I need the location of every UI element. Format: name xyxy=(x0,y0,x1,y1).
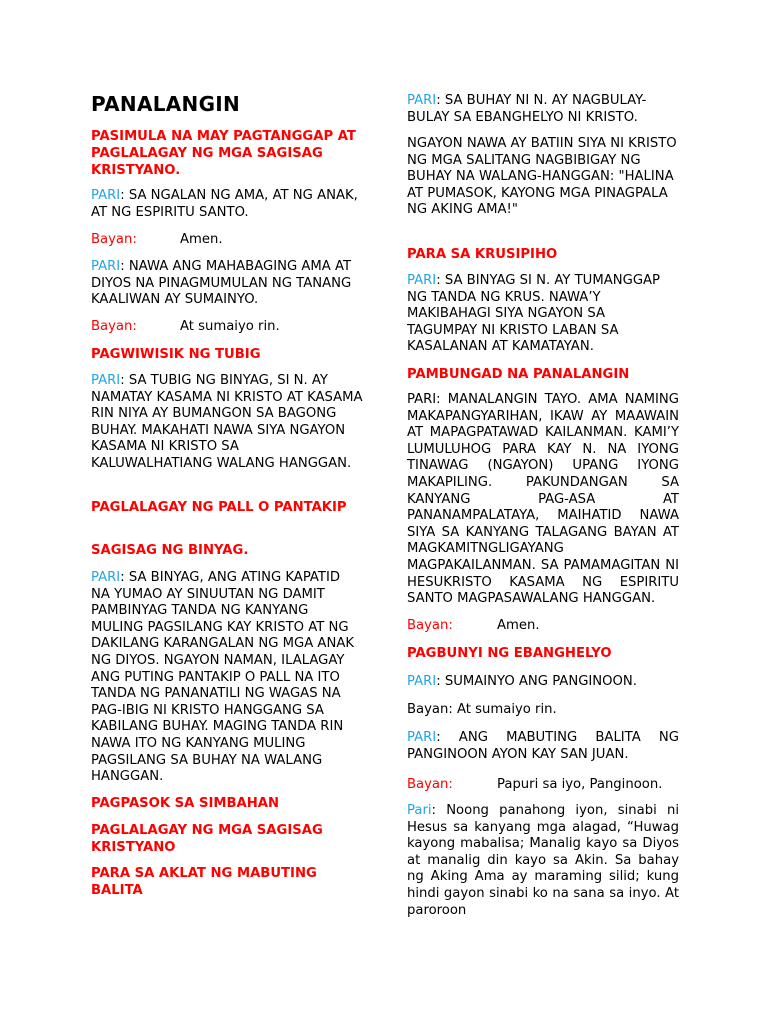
section-heading-sagisag: SAGISAG NG BINYAG. xyxy=(91,543,249,558)
speaker-pari: PARI xyxy=(407,730,437,745)
line-text: : SA TUBIG NG BINYAG, SI N. AY NAMATAY KASAMA NI KRISTO AT KASAMA RIN NIYA AY BUMANGON SA BAGONG BUHAY. MAKAHATI NAWA SIYA NGAYON KASAMA NI KRISTO SA KALUWALHATIANG WALANG HANGGAN. xyxy=(91,373,363,471)
paragraph-pambungad: PARI: MANALANGIN TAYO. AMA NAMING MAKAPANGYARIHAN, IKAW AY MAAWAIN AT MAPAGPATAWAD KAILANMAN. KAMI’Y LUMULUHOG PARA KAY N. NA IYONG TINAWAG (NGAYON) UPANG IYONG MAKAPILING. PAKUNDANGAN SA KANYANG PAG-ASA AT PANANAMPALATAYA, MAIHATID NAWA SIYA SA KANYANG TALAGANG BAYAN AT MAGKAMITNGLIGAYANG MAGPAKAILANMAN. SA PAMAMAGITAN NI HESUKRISTO KASAMA NG ESPIRITU SANTO MAGPASAWALANG HANGGAN. xyxy=(407,392,679,607)
pari-line-1 xyxy=(91,188,363,221)
speaker-bayan: Bayan: xyxy=(407,618,453,633)
speaker-pari: PARI xyxy=(407,93,437,108)
section-heading-krusipiho: PARA SA KRUSIPIHO xyxy=(407,247,558,262)
section-heading-pall: PAGLALAGAY NG PALL O PANTAKIP xyxy=(91,500,347,515)
pari-line-3 xyxy=(91,373,363,473)
bayan-response-r3 xyxy=(407,777,679,794)
speaker-pari: Pari xyxy=(407,803,432,818)
page-title: PANALANGIN xyxy=(91,92,241,116)
line-text: : SUMAINYO ANG PANGINOON. xyxy=(436,674,637,689)
speaker-pari: PARI xyxy=(91,373,121,388)
line-text: : SA BINYAG, ANG ATING KAPATID NA YUMAO AY SINUUTAN NG DAMIT PAMBINYAG TANDA NG KANYANG MULING PAGSILANG KAY KRISTO AT NG DAKILANG KARANGALAN NG MGA ANAK NG DIYOS. NGAYON NAMAN, ILALAGAY ANG PUTING PANTAKIP O PALL NA ITO TANDA NG PANANATILI NG WAGAS NA PAG-IBIG NI KRISTO HANGGANG SA KABILANG BUHAY. MAGING TANDA RIN NAWA ITO NG KANYANG MULING PAGSILANG SA BUHAY NA WALANG HANGGAN. xyxy=(91,570,354,785)
section-heading-pasimula: PASIMULA NA MAY PAGTANGGAP AT PAGLALAGAY NG MGA SAGISAG KRISTYANO. xyxy=(91,129,356,178)
section-heading-pagpasok: PAGPASOK SA SIMBAHAN xyxy=(91,796,280,811)
response-text: At sumaiyo rin. xyxy=(180,319,280,334)
section-heading-pagwiwisik: PAGWIWISIK NG TUBIG xyxy=(91,347,261,362)
paragraph-ngayon: NGAYON NAWA AY BATIIN SIYA NI KRISTO NG MGA SALITANG NAGBIBIGAY NG BUHAY NA WALANG-HANGGAN: "HALINA AT PUMASOK, KAYONG MGA PINAGPALA NG AKING AMA!" xyxy=(407,136,677,218)
bayan-response-r2 xyxy=(407,702,679,719)
pari-line-2 xyxy=(91,259,363,309)
pari-line-r2 xyxy=(407,273,679,356)
line-text: : NAWA ANG MAHABAGING AMA AT DIYOS NA PINAGMUMULAN NG TANANG KAALIWAN AY SUMAINYO. xyxy=(91,259,352,308)
bayan-response-2 xyxy=(91,319,363,336)
line-text: : SA BINYAG SI N. AY TUMANGGAP NG TANDA NG KRUS. NAWA’Y MAKIBAHAGI SIYA NGAYON SA TAGUMPAY NI KRISTO LABAN SA KASALANAN AT KAMATAYAN. xyxy=(407,273,661,355)
response-text: Papuri sa iyo, Panginoon. xyxy=(497,777,663,792)
speaker-pari: PARI xyxy=(407,674,437,689)
line-text: : SA NGALAN NG AMA, AT NG ANAK, AT NG ESPIRITU SANTO. xyxy=(91,188,358,220)
speaker-pari: PARI xyxy=(91,259,121,274)
section-heading-aklat: PARA SA AKLAT NG MABUTING BALITA xyxy=(91,866,317,898)
speaker-pari: PARI xyxy=(407,273,437,288)
speaker-bayan: Bayan: xyxy=(407,777,453,792)
response-text: Amen. xyxy=(497,618,540,633)
response-text: At sumaiyo rin. xyxy=(452,702,557,717)
line-text: : SA BUHAY NI N. AY NAGBULAY-BULAY SA EBANGHELYO NI KRISTO. xyxy=(407,93,647,125)
line-text: : ANG MABUTING BALITA NG PANGINOON AYON KAY SAN JUAN. xyxy=(407,730,679,762)
pari-line-r5 xyxy=(407,803,679,919)
pari-line-r1 xyxy=(407,93,679,126)
section-heading-sagisag-kristyano: PAGLALAGAY NG MGA SAGISAG KRISTYANO xyxy=(91,823,323,855)
line-text: : Noong panahong iyon, sinabi ni Hesus sa kanyang mga alagad, “Huwag kayong mabalisa; Manalig kayo sa Diyos at manalig din kayo sa Akin. Sa bahay ng Aking Ama ay maraming silid; kung hindi gayon sinabi ko na sana sa inyo. At paroroon xyxy=(407,803,679,918)
speaker-bayan: Bayan: xyxy=(91,319,137,334)
pari-line-r4 xyxy=(407,730,679,763)
pari-line-4 xyxy=(91,570,363,786)
speaker-pari: PARI xyxy=(91,188,121,203)
speaker-bayan: Bayan: xyxy=(91,232,137,247)
bayan-response-r1 xyxy=(407,618,679,635)
speaker-pari: PARI xyxy=(91,570,121,585)
pari-line-r3 xyxy=(407,674,679,691)
speaker-bayan-plain: Bayan: xyxy=(407,702,453,717)
response-text: Amen. xyxy=(180,232,223,247)
section-heading-pagbunyi: PAGBUNYI NG EBANGHELYO xyxy=(407,646,612,661)
section-heading-pambungad: PAMBUNGAD NA PANALANGIN xyxy=(407,367,630,382)
bayan-response-1 xyxy=(91,232,363,249)
